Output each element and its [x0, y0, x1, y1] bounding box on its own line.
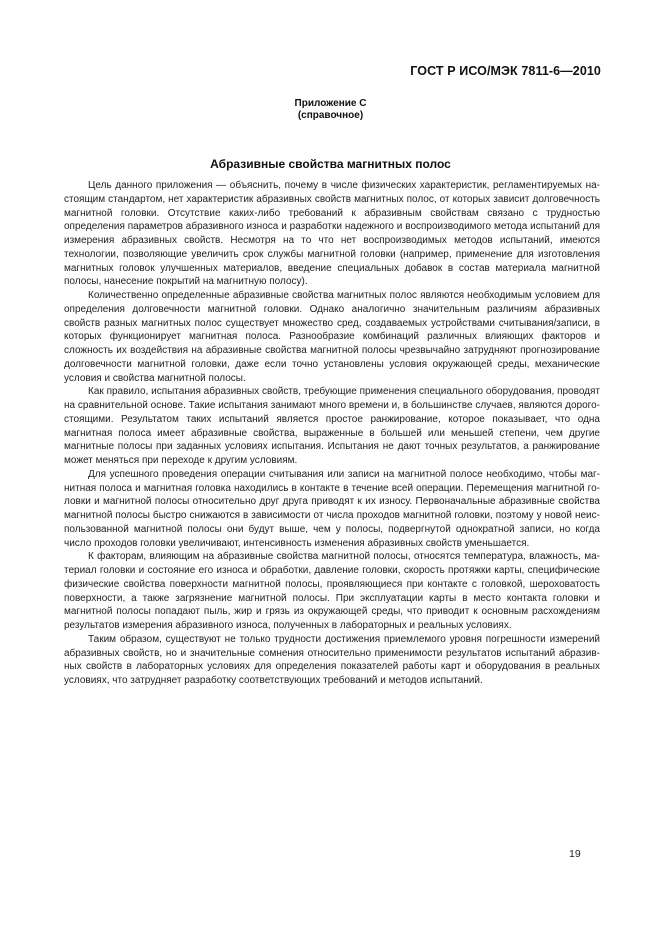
paragraph: Для успешного проведения операции считывания или записи на магнитной полосе необходимо, чтобы магнитная полоса и магнитная головка находились в контакте в течение всей операции. Перемещения магнитной головки и магнитной полосы относительно друг друга приводят к их износу. Первоначальные абразивные свойства магнитной полосы быстро снижаются в зависимости от числа проходов магнитной головки, поэтому у новой неиспользованной магнитной полосы они будут выше, чем у полосы, подвергнутой однократной записи, но когда число проходов головки увеличивают, интенсивность изменения абразивных свойств уменьшается.: [64, 468, 600, 549]
paragraph: Количественно определенные абразивные свойства магнитных полос являются необходимым условием для определения долговечности магнитной головки. Однако аналогично значительным различиям абразивных свойств разных магнитных полос существует множество сред, создаваемых устройствами считывания/записи, в которых функционирует магнитная полоса. Разнообразие комбинаций различных влияющих факторов и сложность их воздействия на абразивные свойства магнитной полосы чрезвычайно затрудняют прогнозирование долговечности магнитной головки, даже если точно установлены условия окружающей среды, механические условия и свойства магнитной полосы.: [64, 290, 600, 384]
paragraph: К факторам, влияющим на абразивные свойства магнитной полосы, относятся температура, влажность, материал головки и состояние его износа и обработки, давление головки, скорость протяжки карты, специфические физические свойства поверхности магнитной полосы, проявляющиеся при контакте с головкой, шероховатость поверхности, а также загрязнение магнитной полосы. При эксплуатации карты в место контакта головки и магнитной полосы попадают пыль, жир и грязь из окружающей среды, что приводит к основным расхождениям результатов измерения абразивного износа, полученных в лабораторных и реальных условиях.: [64, 551, 600, 631]
page-number: 19: [569, 848, 581, 860]
paragraph: Цель данного приложения — объяснить, почему в числе физических характеристик, регламентируемых настоящим стандартом, нет характеристик абразивных свойств магнитных полос, от которых зависит долговечность магнитной головки. Отсутствие каких-либо требований к абразивным свойствам связано с трудностью определения параметров абразивного износа и разработки надежного и воспроизводимого метода испытаний для измерения абразивных свойств. Несмотря на то что нет воспроизводимых методов испытаний, имеются технологии, позволяющие увеличить срок службы магнитной головки (например, применение для изготовления магнитных головок улучшенных материалов, введение специальных добавок в состав материала магнитной полосы, нанесение покрытий на магнитную полосу).: [64, 180, 600, 288]
paragraph: Таким образом, существуют не только трудности достижения приемлемого уровня погрешности измерений абразивных свойств, но и значительные сомнения относительно применимости результатов испытаний абразивных свойств в лабораторных условиях для определения показателей работы карт и оборудования в реальных условиях, что затрудняет разработку соответствующих требований и методов испытаний.: [64, 633, 600, 686]
appendix-type: (справочное): [297, 110, 364, 121]
body-text: [64, 179, 600, 688]
paragraph: Как правило, испытания абразивных свойств, требующие применения специального оборудования, проводят на сравнительной основе. Такие испытания занимают много времени и, в большинстве случаев, являются дорогостоящими. Результатом таких испытаний является простое ранжирование, которое показывает, что одна магнитная полоса имеет абразивные свойства, выраженные в большей или меньшей степени, чем другие магнитные полосы при заданных условиях испытания. Испытания не дают точных результатов, а ранжирование может меняться при переходе к другим условиям.: [64, 386, 600, 466]
document-header-standard-id: ГОСТ Р ИСО/МЭК 7811-6—2010: [410, 64, 601, 78]
section-title: Абразивные свойства магнитных полос: [210, 157, 451, 171]
appendix-heading: [0, 98, 661, 122]
appendix-label: Приложение С: [294, 98, 367, 109]
